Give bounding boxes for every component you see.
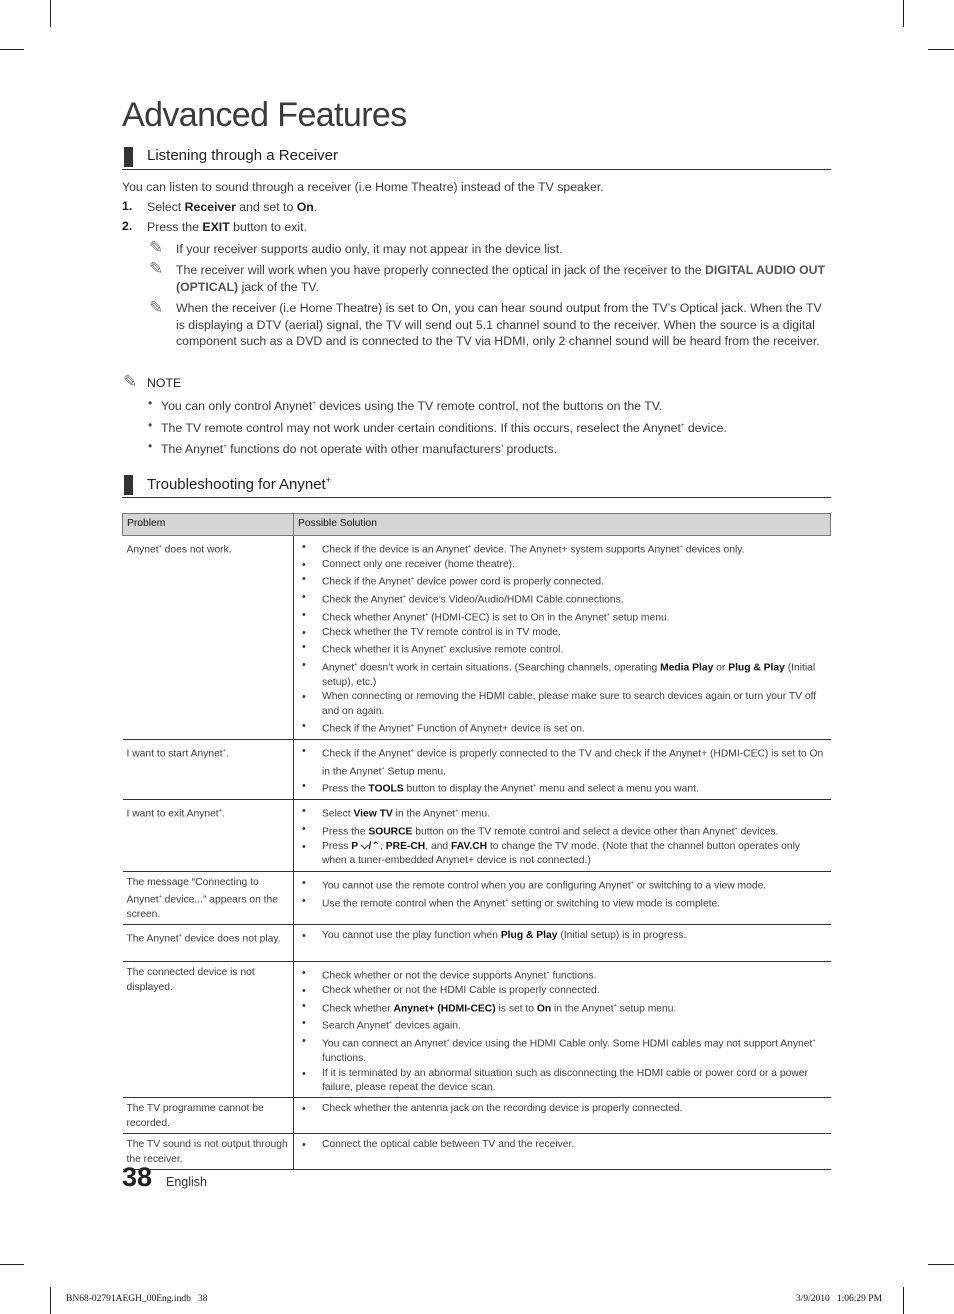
- step-1: Select Receiver and set to On.: [147, 200, 318, 214]
- page-language: English: [166, 1175, 207, 1189]
- crop-mark: [928, 1264, 954, 1265]
- pencil-note-icon: ✎: [123, 372, 138, 391]
- note-bullet-1: You can only control Anynet+ devices using the TV remote control, not the buttons on the TV.: [161, 399, 663, 414]
- problem-cell: The Anynet+ device does not play.: [123, 925, 294, 962]
- solution-item: • Check if the Anynet+ device power cord is properly connected.: [302, 572, 827, 590]
- section-heading-receiver: [122, 146, 831, 170]
- solution-item: • Check if the Anynet+ Function of Anynet+ device is set on.: [302, 719, 827, 737]
- solution-item: • Check whether or not the device supports Anynet+ functions.: [302, 966, 827, 984]
- chapter-title: Advanced Features: [122, 96, 407, 134]
- table-row: [123, 739, 831, 799]
- solution-item: • Check whether Anynet+ (HDMI-CEC) is set to On in the Anynet+ setup menu.: [302, 608, 827, 626]
- table-row: [123, 536, 831, 740]
- solution-list: [302, 1102, 827, 1116]
- solution-cell: [294, 925, 831, 962]
- table-row: [123, 1134, 831, 1170]
- solution-item: • Check whether or not the HDMI Cable is properly connected.: [302, 984, 827, 998]
- pencil-note-icon: ✎: [149, 259, 164, 278]
- solution-list: [302, 540, 827, 737]
- solution-item: • You cannot use the remote control when you are configuring Anynet+ or switching to a view mode.: [302, 876, 827, 894]
- footer-file: BN68-02791AEGH_00Eng.indb 38: [66, 1294, 208, 1304]
- step-number: 2.: [122, 219, 133, 233]
- solution-item: • Check if the Anynet+ device is properly connected to the TV and check if the Anynet+ (HDMI-CEC) is set to On in the Anynet+ Setup menu.: [302, 744, 827, 780]
- crop-mark: [50, 0, 51, 27]
- problem-cell: The TV sound is not output through the receiver.: [123, 1134, 294, 1170]
- bullet-icon: •: [148, 396, 153, 410]
- step-number: 1.: [122, 199, 133, 213]
- pencil-note-icon: ✎: [149, 238, 164, 257]
- solution-list: [302, 876, 827, 912]
- pencil-note-icon: ✎: [149, 298, 164, 317]
- footer-timestamp: 3/9/2010 1:06:29 PM: [796, 1294, 883, 1304]
- solution-item: • Anynet+ doesn’t work in certain situations. (Searching channels, operating Media Play or Plug & Play (Initial setup), etc.): [302, 658, 827, 690]
- crop-mark: [903, 1287, 904, 1314]
- step-2: Press the EXIT button to exit.: [147, 220, 307, 234]
- table-body: [123, 536, 831, 1170]
- section-bar-icon: [124, 475, 133, 495]
- solution-item: • You can connect an Anynet+ device using the HDMI Cable only. Some HDMI cables may not support Anynet+ functions.: [302, 1034, 827, 1066]
- table-row: [123, 925, 831, 962]
- section-title: Troubleshooting for Anynet+: [147, 475, 331, 493]
- crop-mark: [0, 49, 24, 50]
- table-header-row: [123, 514, 831, 536]
- crop-mark: [0, 1264, 24, 1265]
- solution-item: • Connect only one receiver (home theatre).: [302, 558, 827, 572]
- crop-mark: [928, 49, 954, 50]
- solution-cell: [294, 536, 831, 740]
- note-2: The receiver will work when you have properly connected the optical in jack of the receiver to the DIGITAL AUDIO OUT (OPTICAL) jack of the TV.: [176, 263, 826, 294]
- table-row: [123, 871, 831, 925]
- solution-cell: [294, 1098, 831, 1134]
- problem-cell: The message “Connecting to Anynet+ device...” appears on the screen.: [123, 871, 294, 925]
- solution-cell: [294, 871, 831, 925]
- solution-list: [302, 1138, 827, 1152]
- problem-cell: The connected device is not displayed.: [123, 962, 294, 1098]
- section-title: Listening through a Receiver: [147, 147, 338, 164]
- solution-list: [302, 744, 827, 797]
- note-label: NOTE: [147, 376, 182, 390]
- problem-cell: The TV programme cannot be recorded.: [123, 1098, 294, 1134]
- solution-cell: [294, 739, 831, 799]
- troubleshooting-table: [122, 513, 831, 1170]
- solution-item: • Connect the optical cable between TV and the receiver.: [302, 1138, 827, 1152]
- solution-item: • Press the TOOLS button to display the Anynet+ menu and select a menu you want.: [302, 779, 827, 797]
- solution-item: • Check if the device is an Anynet+ device. The Anynet+ system supports Anynet+ devices only.: [302, 540, 827, 558]
- crop-mark: [903, 0, 904, 27]
- table-row: [123, 800, 831, 871]
- section-heading-troubleshooting: [122, 474, 831, 498]
- solution-item: • Check whether the TV remote control is in TV mode.: [302, 626, 827, 640]
- note-3: When the receiver (i.e Home Theatre) is set to On, you can hear sound output from the TV’s Optical jack. When the TV is displaying a DTV (aerial) signal, the TV will send out 5.1 channel sound to the receiver. When the source is a digital component such as a DVD and is connected to the TV via HDMI, only 2 channel sound will be heard from the receiver.: [176, 301, 822, 348]
- solution-item: • Press P ⌵/⌃, PRE-CH, and FAV.CH to change the TV mode. (Note that the channel button operates only when a tuner-embedded Anynet+ device is not connected.): [302, 840, 827, 869]
- solution-item: • Press the SOURCE button on the TV remote control and select a device other than Anynet+ devices.: [302, 822, 827, 840]
- section-bar-icon: [124, 147, 133, 167]
- page-number: 38: [122, 1162, 153, 1192]
- solution-item: • Check whether it is Anynet+ exclusive remote control.: [302, 640, 827, 658]
- header-solution: Possible Solution: [294, 514, 831, 536]
- bullet-icon: •: [148, 439, 153, 453]
- solution-list: [302, 929, 827, 943]
- solution-item: • Check whether the antenna jack on the recording device is properly connected.: [302, 1102, 827, 1116]
- bullet-icon: •: [148, 418, 153, 432]
- solution-item: • Check whether Anynet+ (HDMI-CEC) is set to On in the Anynet+ setup menu.: [302, 999, 827, 1017]
- problem-cell: Anynet+ does not work.: [123, 536, 294, 740]
- note-1: If your receiver supports audio only, it may not appear in the device list.: [176, 242, 563, 256]
- header-problem: Problem: [123, 514, 294, 536]
- solution-item: • Check the Anynet+ device’s Video/Audio/HDMI Cable connections.: [302, 590, 827, 608]
- solution-list: [302, 804, 827, 868]
- table-row: [123, 962, 831, 1098]
- solution-cell: [294, 962, 831, 1098]
- solution-item: • You cannot use the play function when Plug & Play (Initial setup) is in progress.: [302, 929, 827, 943]
- problem-cell: I want to start Anynet+.: [123, 739, 294, 799]
- solution-item: • Select View TV in the Anynet+ menu.: [302, 804, 827, 822]
- solution-cell: [294, 800, 831, 871]
- intro-text: You can listen to sound through a receiver (i.e Home Theatre) instead of the TV speaker.: [122, 180, 604, 194]
- problem-cell: I want to exit Anynet+.: [123, 800, 294, 871]
- note-bullet-3: The Anynet+ functions do not operate with other manufacturers’ products.: [161, 442, 558, 457]
- crop-mark: [50, 1287, 51, 1314]
- solution-item: • Use the remote control when the Anynet+ setting or switching to view mode is complete.: [302, 894, 827, 912]
- solution-item: • When connecting or removing the HDMI cable, please make sure to search devices again or turn your TV off and on again.: [302, 690, 827, 719]
- solution-item: • Search Anynet+ devices again.: [302, 1016, 827, 1034]
- solution-item: • If it is terminated by an abnormal situation such as disconnecting the HDMI cable or power cord or a power failure, please repeat the device scan.: [302, 1067, 827, 1096]
- note-bullet-2: The TV remote control may not work under certain conditions. If this occurs, reselect the Anynet+ device.: [161, 421, 727, 436]
- solution-list: [302, 966, 827, 1095]
- solution-cell: [294, 1134, 831, 1170]
- table-row: [123, 1098, 831, 1134]
